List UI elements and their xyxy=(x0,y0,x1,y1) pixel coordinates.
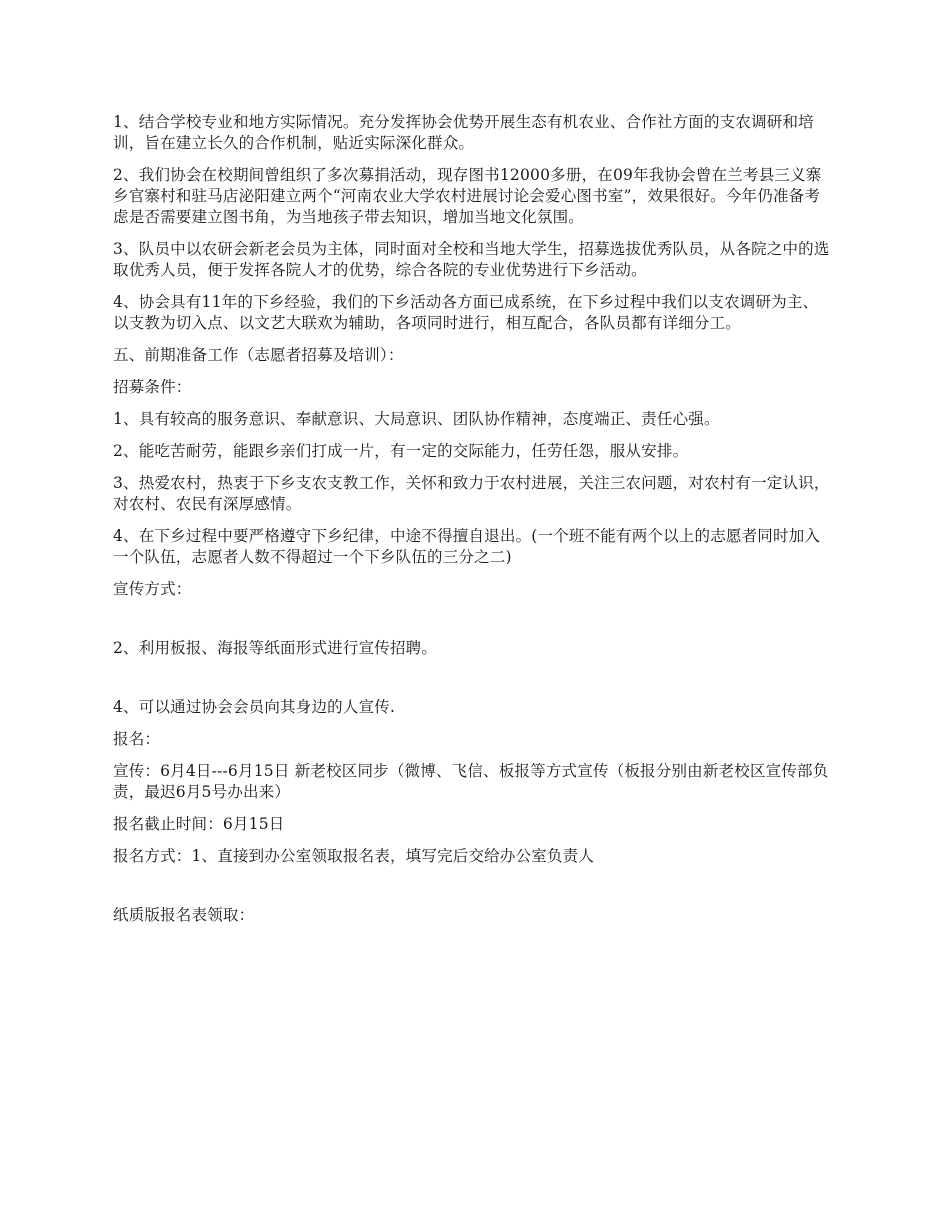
promotion-item-2: 2、利用板报、海报等纸面形式进行宣传招聘。 xyxy=(113,639,438,657)
condition-item-1: 1、具有较高的服务意识、奉献意识、大局意识、团队协作精神，态度端正、责任心强。 xyxy=(113,410,720,428)
subheading-promotion-methods: 宣传方式： xyxy=(113,580,192,598)
paragraph-agriculture-research: 1、结合学校专业和地方实际情况。充分发挥协会优势开展生态有机农业、合作社方面的支农调研和培训，旨在建立长久的合作机制，贴近实际深化群众。 xyxy=(113,113,814,152)
registration-method: 报名方式：1、直接到办公室领取报名表，填写完后交给办公室负责人 xyxy=(113,847,595,865)
blank-line xyxy=(113,878,833,905)
subheading-registration: 报名： xyxy=(113,730,161,748)
blank-line xyxy=(113,611,833,638)
registration-promotion-period: 宣传：6月4日---6月15日 新老校区同步（微博、飞信、板报等方式宣传（板报分别由新老校区宣传部负责，最迟6月5号办出来） xyxy=(113,762,829,801)
paragraph-book-donation: 2、我们协会在校期间曾组织了多次募捐活动，现存图书12000多册，在09年我协会曾在兰考县三义寨乡官寨村和驻马店泌阳建立两个“河南农业大学农村进展讨论会爱心图书室”，效果很好。今年仍准备考虑是否需要建立图书角，为当地孩子带去知识，增加当地文化氛围。 xyxy=(113,166,822,226)
promotion-item-4: 4、可以通过协会会员向其身边的人宣传. xyxy=(113,698,396,716)
paragraph-experience: 4、协会具有11年的下乡经验，我们的下乡活动各方面已成系统，在下乡过程中我们以支农调研为主、以支教为切入点、以文艺大联欢为辅助，各项同时进行，相互配合，各队员都有详细分工。 xyxy=(113,293,819,332)
paper-form-pickup: 纸质版报名表领取： xyxy=(113,906,255,924)
registration-deadline: 报名截止时间：6月15日 xyxy=(113,815,285,833)
subheading-recruit-conditions: 招募条件： xyxy=(113,378,192,396)
condition-item-4: 4、在下乡过程中要严格遵守下乡纪律，中途不得擅自退出。(一个班不能有两个以上的志愿者同时加入一个队伍，志愿者人数不得超过一个下乡队伍的三分之二) xyxy=(113,527,821,566)
paragraph-team-members: 3、队员中以农研会新老会员为主体，同时面对全校和当地大学生，招募选拔优秀队员，从各院之中的选取优秀人员，便于发挥各院人才的优势，综合各院的专业优势进行下乡活动。 xyxy=(113,240,830,279)
document-body xyxy=(113,112,833,937)
section-heading-preparation: 五、前期准备工作（志愿者招募及培训）： xyxy=(113,346,404,364)
condition-item-2: 2、能吃苦耐劳，能跟乡亲们打成一片，有一定的交际能力，任劳任怨，服从安排。 xyxy=(113,442,689,460)
blank-line xyxy=(113,670,833,697)
condition-item-3: 3、热爱农村，热衷于下乡支农支教工作，关怀和致力于农村进展，关注三农问题，对农村有一定认识，对农村、农民有深厚感情。 xyxy=(113,474,830,513)
